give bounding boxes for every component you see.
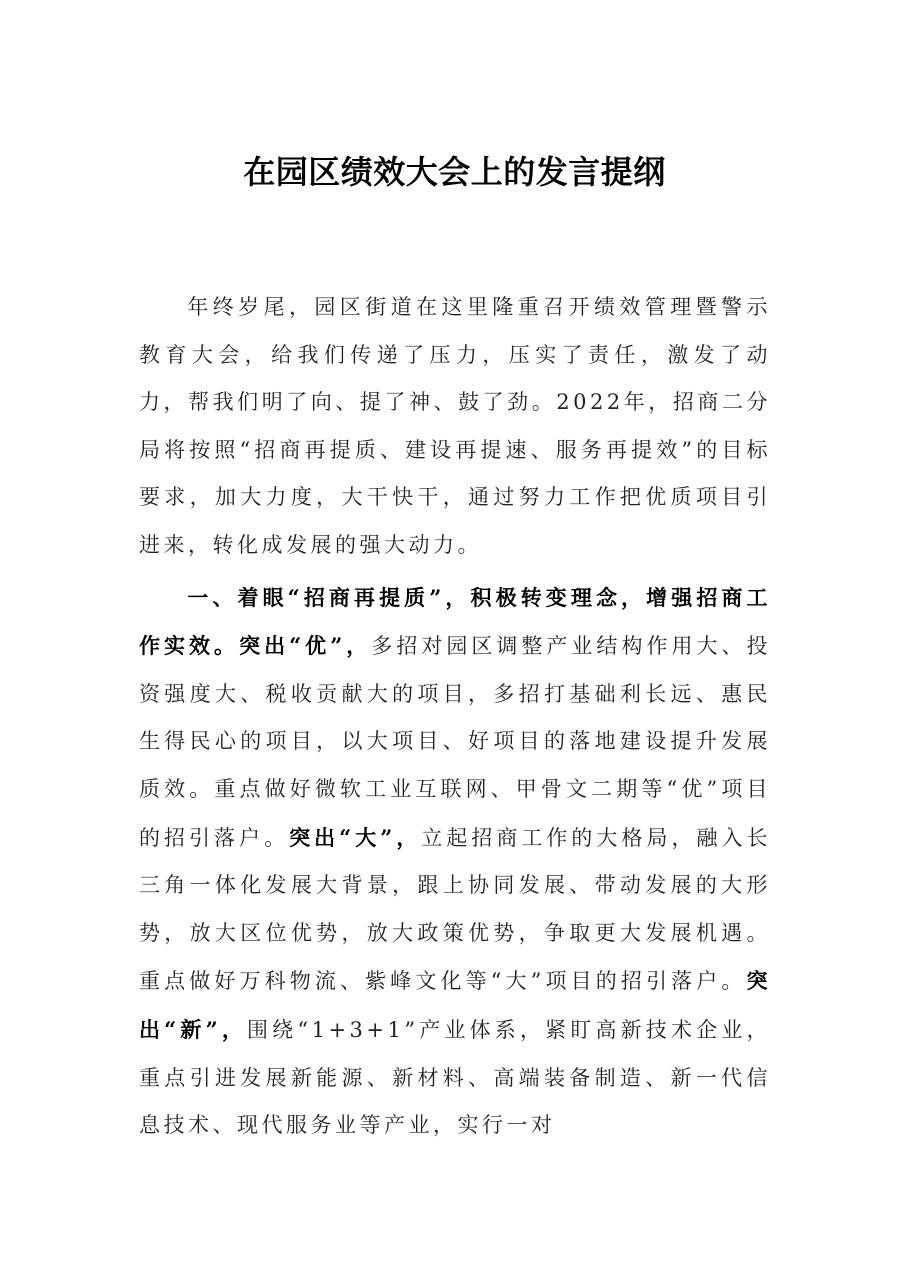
section-one-heading: 一、着眼“招商再提质”，积极转变理念，增强招商工作实效。 — [139, 584, 771, 659]
text-xin: 围绕“1+3+1”产业体系，紧盯高新技术企业，重点引进发展新能源、新材料、高端装备制造、新一代信息技术、现代服务业等产业，实行一对 — [139, 1017, 771, 1138]
lead-you: 突出“优”， — [239, 633, 372, 659]
lead-xin: 突出“新”， — [139, 968, 771, 1042]
section-one-paragraph — [139, 574, 771, 1150]
text-you: 多招对园区调整产业结构作用大、投资强度大、税收贡献大的项目，多招打基础利长远、惠民生得民心的项目，以大项目、好项目的落地建设提升发展质效。重点做好微软工业互联网、甲骨文二期等“优”项目的招引落户。 — [139, 634, 772, 850]
intro-paragraph: 年终岁尾，园区街道在这里隆重召开绩效管理暨警示教育大会，给我们传递了压力，压实了责任，激发了动力，帮我们明了向、提了神、鼓了劲。2022年，招商二分局将按照“招商再提质、建设再提速、服务再提效”的目标要求，加大力度，大干快干，通过努力工作把优质项目引进来，转化成发展的强大动力。 — [139, 295, 771, 557]
text-da: 立起招商工作的大格局，融入长三角一体化发展大背景，跟上协同发展、带动发展的大形势，放大区位优势，放大政策优势，争取更大发展机遇。重点做好万科物流、紫峰文化等“大”项目的招引落户。 — [139, 825, 772, 994]
lead-da: 突出“大”， — [289, 824, 422, 850]
document-body — [139, 284, 771, 1150]
document-title: 在园区绩效大会上的发言提纲 — [243, 153, 666, 191]
